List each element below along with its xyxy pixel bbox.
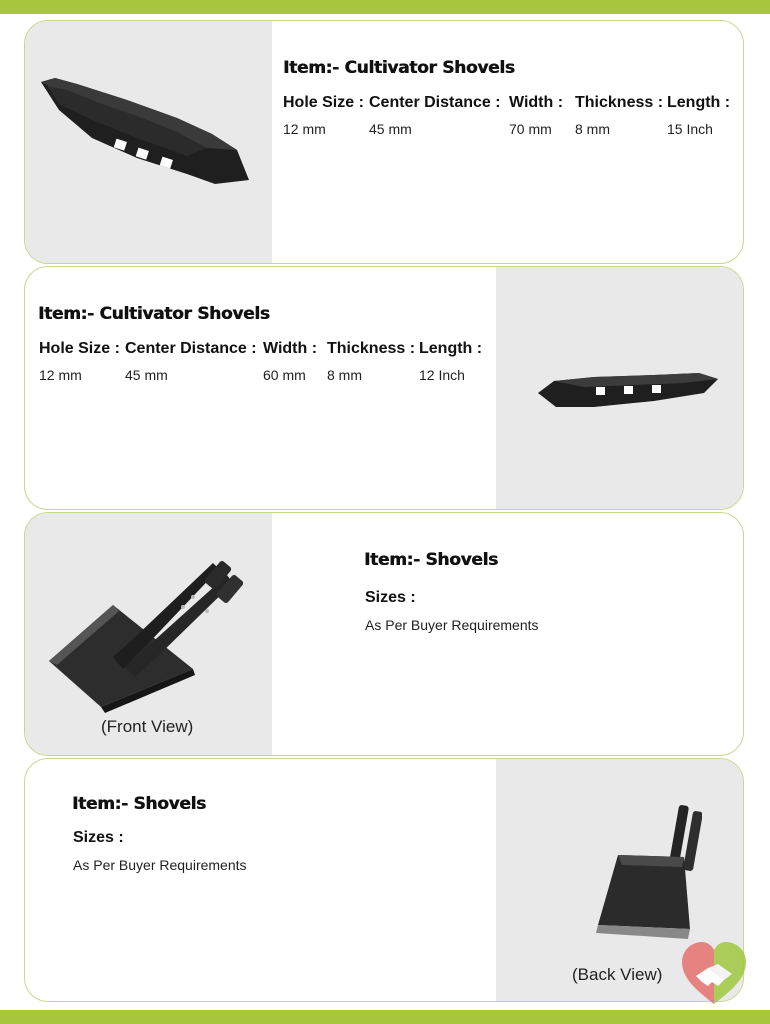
- image-caption: (Back View): [572, 965, 663, 984]
- spec-header-width: Width :: [263, 340, 318, 357]
- product-card-cultivator-shovel-15-inch: [24, 20, 744, 264]
- top-green-band: [0, 0, 770, 14]
- product-image-pane: [496, 267, 743, 509]
- bottom-green-band: [0, 1010, 770, 1024]
- sizes-label: Sizes :: [73, 829, 124, 846]
- product-image-pane: [25, 21, 272, 263]
- spec-value-center-distance: 45 mm: [125, 367, 168, 383]
- spec-value-center-distance: 45 mm: [369, 121, 412, 137]
- sizes-value: As Per Buyer Requirements: [73, 857, 247, 873]
- spec-header-center-distance: Center Distance :: [125, 340, 257, 357]
- spec-value-length: 15 Inch: [667, 121, 713, 137]
- spec-value-thickness: 8 mm: [575, 121, 610, 137]
- cultivator-shovel-image: [534, 367, 724, 417]
- sizes-value: As Per Buyer Requirements: [365, 617, 539, 633]
- spec-header-length: Length :: [667, 94, 731, 111]
- spec-header-width: Width :: [509, 94, 564, 111]
- item-title: Item:- Shovels: [364, 550, 498, 570]
- spec-header-length: Length :: [419, 340, 483, 357]
- spec-header-thickness: Thickness :: [327, 340, 416, 357]
- spec-value-thickness: 8 mm: [327, 367, 362, 383]
- spec-header-thickness: Thickness :: [575, 94, 664, 111]
- spec-value-width: 70 mm: [509, 121, 552, 137]
- sizes-label: Sizes :: [365, 589, 416, 606]
- item-title: Item:- Cultivator Shovels: [283, 58, 515, 78]
- spec-value-length: 12 Inch: [419, 367, 465, 383]
- spec-value-hole-size: 12 mm: [283, 121, 326, 137]
- cultivator-shovel-image: [37, 76, 257, 191]
- product-image-pane: [25, 513, 272, 755]
- product-card-shovel-back: [24, 758, 744, 1002]
- spec-value-hole-size: 12 mm: [39, 367, 82, 383]
- spec-header-hole-size: Hole Size :: [283, 94, 364, 111]
- item-title: Item:- Cultivator Shovels: [38, 304, 270, 324]
- shovel-front-view-image: [43, 553, 243, 713]
- item-title: Item:- Shovels: [72, 794, 206, 814]
- spec-header-hole-size: Hole Size :: [39, 340, 120, 357]
- handshake-logo-icon: [678, 938, 750, 1010]
- spec-value-width: 60 mm: [263, 367, 306, 383]
- shovel-back-view-image: [592, 801, 702, 941]
- product-card-cultivator-shovel-12-inch: [24, 266, 744, 510]
- image-caption: (Front View): [101, 717, 194, 736]
- product-card-shovel-front: [24, 512, 744, 756]
- spec-header-center-distance: Center Distance :: [369, 94, 501, 111]
